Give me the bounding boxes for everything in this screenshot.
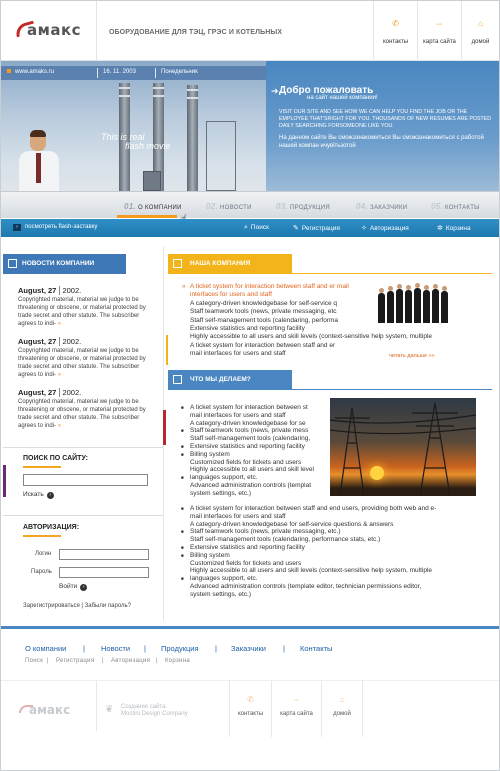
footer-separator: | bbox=[283, 644, 285, 653]
search-icon: ⌕ bbox=[244, 224, 248, 231]
key-icon: ✧ bbox=[361, 225, 367, 232]
news-item bbox=[18, 337, 153, 379]
designer-credit[interactable] bbox=[121, 704, 188, 718]
footer-separator: | bbox=[215, 644, 217, 653]
footer-separator: | bbox=[83, 644, 85, 653]
title-underline bbox=[23, 466, 61, 468]
service-item: A category-driven knowledgebase for se bbox=[190, 419, 306, 427]
current-date: 16. 11. 2003 bbox=[103, 69, 136, 75]
footer-link-about[interactable]: О компании bbox=[25, 644, 67, 653]
play-icon: › bbox=[13, 224, 21, 231]
footer-separator: | bbox=[102, 658, 104, 664]
accent-bar bbox=[163, 410, 166, 445]
logo-text: амакс bbox=[27, 21, 82, 39]
search-panel bbox=[3, 447, 163, 505]
bullet-icon bbox=[7, 69, 11, 73]
services-list-short bbox=[183, 404, 325, 498]
footer-nav-label: контакты bbox=[237, 711, 264, 717]
info-separator bbox=[155, 68, 156, 78]
login-field[interactable] bbox=[59, 549, 149, 560]
service-item: ■ Billing system bbox=[183, 552, 473, 560]
news-more-link[interactable]: » bbox=[57, 372, 62, 378]
view-flash-link[interactable] bbox=[13, 224, 97, 231]
accent-bar bbox=[166, 335, 168, 365]
main-nav-products[interactable]: 03. ПРОДУКЦИЯ bbox=[276, 202, 330, 211]
company-section-title: НАША КОМПАНИЯ bbox=[190, 260, 251, 267]
double-arrow-icon: »» bbox=[428, 353, 435, 359]
footer-separator: | bbox=[156, 658, 158, 664]
welcome-title: Добро пожаловать bbox=[279, 85, 374, 96]
view-flash-label: посмотреть flash-заставку bbox=[25, 224, 98, 230]
register-icon: ✎ bbox=[293, 225, 299, 232]
company-section-header bbox=[168, 254, 292, 274]
news-date: August, 27 2002. bbox=[18, 337, 82, 346]
welcome-panel bbox=[271, 85, 494, 150]
footer-small-search[interactable]: Поиск bbox=[25, 658, 44, 664]
top-nav-label: домой bbox=[471, 39, 490, 45]
flash-line-2: flash movie bbox=[125, 141, 171, 151]
main-nav-news[interactable]: 02. НОВОСТИ bbox=[206, 202, 252, 211]
credit-line-2: Mostini Design Company bbox=[121, 711, 188, 717]
login-panel bbox=[3, 515, 163, 615]
services-section-header bbox=[168, 370, 292, 390]
service-item: ■ Extensive statistics and reporting facility bbox=[183, 544, 473, 552]
news-text: Copyrighted material, material we judge to be threatening or obscene, or material protected by trade secret and other statute. The subscriber agrees to indi- » bbox=[18, 297, 146, 327]
welcome-text-en: VISIT OUR SITE AND SEE HOW WE CAN HELP YOU FIND THE JOB OR THE EMPLOYEE THAT'SRIGHT FOR YOU. THOUSANDS OF NEW RESUMES ARE POSTED DAILY SEARCHING FORSOMEONE LIKE YOU. bbox=[279, 109, 492, 129]
service-item: ■ Staff teamwork tools (news, private messaging, etc.) bbox=[183, 528, 473, 536]
footer-bottom bbox=[1, 680, 499, 740]
company-line: A ticket system for interaction between staff and er bbox=[190, 341, 336, 349]
news-list bbox=[18, 286, 153, 439]
banner-machine-image bbox=[143, 171, 161, 191]
footer-link-contacts[interactable]: Контакты bbox=[300, 644, 333, 653]
service-item: ■ A ticket system for interaction between st bbox=[183, 404, 325, 412]
top-nav-contacts[interactable] bbox=[373, 1, 417, 59]
hero-banner bbox=[1, 61, 499, 191]
footer-nav-label: карта сайта bbox=[280, 711, 313, 717]
flash-line-1: This is real bbox=[101, 132, 145, 142]
home-icon: ⌂ bbox=[339, 695, 345, 704]
login-link[interactable] bbox=[361, 224, 409, 232]
company-lead-link[interactable]: A ticket system for interaction between staff and er mail interfaces for users and staff bbox=[190, 283, 349, 299]
home-icon: ⌂ bbox=[478, 19, 483, 28]
site-url-text: www.amaks.ru bbox=[15, 69, 55, 75]
register-link-label: Регистрация bbox=[301, 225, 340, 232]
top-nav bbox=[373, 1, 499, 59]
register-link[interactable] bbox=[293, 224, 340, 232]
news-text: Copyrighted material, material we judge to be threatening or obscene, or material protected by trade secret and other statute. The subscriber agrees to indi- » bbox=[18, 348, 146, 378]
footer-small-register[interactable]: Регистрация bbox=[56, 658, 95, 664]
service-item: A category-driven knowledgebase for self-service questions & answers bbox=[190, 520, 394, 528]
info-separator bbox=[97, 68, 98, 78]
company-icon bbox=[173, 259, 182, 268]
businessman-photo bbox=[19, 131, 59, 191]
company-line: Staff self-management tools (calendaring, performa bbox=[190, 316, 339, 324]
chimney-image bbox=[187, 85, 198, 191]
team-photo bbox=[376, 278, 456, 323]
search-button[interactable] bbox=[23, 491, 54, 499]
service-item: ■ Staff teamwork tools (news, private mess bbox=[183, 427, 325, 435]
site-url bbox=[7, 69, 54, 75]
top-nav-label: контакты bbox=[382, 39, 409, 45]
welcome-text-ru: На данном сайте Вы сможэзнакомиться Вы сможэзнакомиться с работой нашей компан ичувітьзотой bbox=[279, 135, 484, 149]
password-label: Пароль bbox=[31, 569, 52, 575]
sitemap-icon: ⇔ bbox=[292, 695, 301, 704]
service-item: Customized fields for tickets and users bbox=[190, 559, 302, 567]
news-item bbox=[18, 286, 153, 328]
footer-nav-sitemap[interactable] bbox=[271, 681, 321, 737]
forgot-password-link[interactable]: Забыли пароль? bbox=[84, 603, 131, 609]
footer-link-customers[interactable]: Заказчики bbox=[231, 644, 266, 653]
footer-small-login[interactable]: Авторизация bbox=[111, 658, 151, 664]
footer-logo[interactable] bbox=[19, 703, 89, 719]
designer-logo-icon: ❦ bbox=[105, 704, 114, 715]
footer-nav-home[interactable] bbox=[321, 681, 363, 737]
site-logo[interactable] bbox=[15, 21, 85, 43]
login-link-label: Авторизация bbox=[369, 225, 409, 232]
service-item: Customized fields for tickets and users bbox=[190, 458, 302, 466]
section-rule bbox=[292, 273, 492, 274]
service-item: Staff self-management tools (calendaring, performance stats, etc.) bbox=[190, 536, 381, 544]
service-item: Highly accessible to all users and skill levels (context-sensitive help system, multiple bbox=[190, 567, 433, 575]
search-link[interactable] bbox=[244, 224, 269, 232]
service-item: ■ A ticket system for interaction between staff and end users, providing both web and e- bbox=[183, 505, 473, 513]
double-arrow-icon: » bbox=[182, 283, 186, 290]
search-link-label: Поиск bbox=[250, 224, 269, 231]
news-more-link[interactable]: » bbox=[57, 321, 62, 327]
services-icon bbox=[173, 375, 182, 384]
news-item bbox=[18, 388, 153, 430]
service-item: Advanced administration controls (template editor, technician permissions editor, bbox=[190, 582, 422, 590]
footer-nav bbox=[1, 629, 499, 679]
phone-icon: ✆ bbox=[247, 695, 254, 704]
info-bar bbox=[1, 66, 266, 80]
service-item: Staff self-management tools (calendaring, bbox=[190, 435, 311, 443]
footer-divider bbox=[96, 681, 97, 731]
footer-separator: | bbox=[144, 644, 146, 653]
sitemap-icon: ⇔ bbox=[435, 19, 444, 28]
arrow-right-icon: ➔ bbox=[271, 86, 279, 96]
service-item: Advanced administration controls (templat bbox=[190, 481, 312, 489]
section-rule bbox=[292, 389, 492, 390]
register-account-link[interactable]: Зарегистрироваться bbox=[23, 603, 80, 609]
power-lines-photo bbox=[330, 398, 476, 496]
auth-links: Зарегистрироваться | Забыли пароль? bbox=[23, 603, 131, 609]
company-lead bbox=[182, 283, 358, 300]
company-line: mail interfaces for users and staff bbox=[190, 350, 286, 358]
current-day: Понедельник bbox=[161, 69, 198, 75]
main-nav bbox=[1, 191, 499, 218]
cart-link-label: Корзина bbox=[445, 225, 471, 232]
flash-movie-caption bbox=[101, 133, 171, 151]
header-divider bbox=[96, 1, 97, 61]
news-icon bbox=[8, 259, 17, 268]
company-line: A category-driven knowledgebase for self-service q bbox=[190, 299, 338, 307]
company-line: Staff teamwork tools (news, private messaging, etc bbox=[190, 308, 337, 316]
welcome-subtitle: на сайт нашей компании! bbox=[307, 95, 378, 101]
login-button[interactable] bbox=[59, 583, 87, 591]
news-more-link[interactable]: » bbox=[57, 423, 62, 429]
news-section-header bbox=[3, 254, 126, 274]
footer-small-cart[interactable]: Корзина bbox=[165, 658, 190, 664]
service-item: ■ languages support, etc. bbox=[183, 575, 473, 583]
main-nav-about[interactable]: 01. О КОМПАНИИ bbox=[124, 202, 182, 211]
service-item: mail interfaces for users and staff bbox=[190, 411, 286, 419]
main-nav-customers[interactable]: 04. ЗАКАЗЧИКИ bbox=[356, 202, 408, 211]
search-title: ПОИСК ПО САЙТУ: bbox=[23, 455, 88, 462]
footer-nav-contacts[interactable] bbox=[229, 681, 271, 737]
search-button-label: Искать bbox=[23, 491, 44, 498]
footer-link-news[interactable]: Новости bbox=[101, 644, 131, 653]
service-item: ■ Extensive statistics and reporting facility bbox=[183, 443, 325, 451]
accent-bar bbox=[3, 465, 6, 497]
service-item: mail interfaces for users and staff bbox=[190, 512, 286, 520]
footer-link-products[interactable]: Продукция bbox=[161, 644, 199, 653]
active-nav-indicator bbox=[117, 215, 177, 218]
main-nav-contacts[interactable]: 05. КОНТАКТЫ bbox=[431, 202, 480, 211]
top-nav-label: карта сайта bbox=[423, 39, 456, 45]
utility-bar bbox=[1, 219, 499, 237]
service-item: ■ Billing system bbox=[183, 451, 325, 459]
login-title: АВТОРИЗАЦИЯ: bbox=[23, 524, 80, 531]
read-more-link[interactable]: читать дальше »» bbox=[389, 353, 435, 359]
scaffold-image bbox=[206, 121, 236, 191]
go-arrow-icon: › bbox=[80, 584, 87, 591]
news-date: August, 27 2002. bbox=[18, 388, 82, 397]
services-list-full bbox=[183, 505, 473, 599]
footer-logo-text: амакс bbox=[29, 703, 71, 717]
service-item: ■ languages support, etc. bbox=[183, 474, 325, 482]
company-line: Highly accessible to all users and skill levels (context-sensitive help system, multiple bbox=[190, 333, 433, 341]
credit-line-1: Создание сайта: bbox=[121, 704, 168, 710]
cart-link[interactable] bbox=[437, 224, 471, 232]
footer-nav-label: домой bbox=[333, 711, 351, 717]
footer-icon-nav bbox=[229, 681, 363, 737]
service-item: system settings, etc.) bbox=[190, 590, 252, 598]
service-item: Highly accessible to all users and skill level bbox=[190, 466, 314, 474]
company-line: Extensive statistics and reporting facility bbox=[190, 325, 305, 333]
cart-icon: ✲ bbox=[437, 225, 443, 232]
service-item: system settings, etc.) bbox=[190, 489, 252, 497]
site-tagline: ОБОРУДОВАНИЕ ДЛЯ ТЭЦ, ГРЭС И КОТЕЛЬНЫХ bbox=[109, 29, 283, 36]
phone-icon: ✆ bbox=[392, 19, 399, 28]
header bbox=[1, 1, 499, 61]
footer-separator: | bbox=[47, 658, 49, 664]
login-label: Логин bbox=[35, 551, 52, 557]
top-nav-home[interactable] bbox=[461, 1, 499, 59]
password-field[interactable] bbox=[59, 567, 149, 578]
login-button-label: Войти bbox=[59, 583, 78, 590]
news-text: Copyrighted material, material we judge to be threatening or obscene, or material protected by trade secret and other statute. The subscriber agrees to indi- » bbox=[18, 399, 146, 429]
services-section-title: ЧТО МЫ ДЕЛАЕМ? bbox=[190, 376, 251, 383]
news-date: August, 27 2002. bbox=[18, 286, 82, 295]
title-underline bbox=[23, 535, 61, 537]
news-section-title: НОВОСТИ КОМПАНИИ bbox=[22, 260, 95, 267]
search-input[interactable] bbox=[23, 474, 148, 486]
go-arrow-icon: › bbox=[47, 492, 54, 499]
top-nav-sitemap[interactable] bbox=[417, 1, 461, 59]
